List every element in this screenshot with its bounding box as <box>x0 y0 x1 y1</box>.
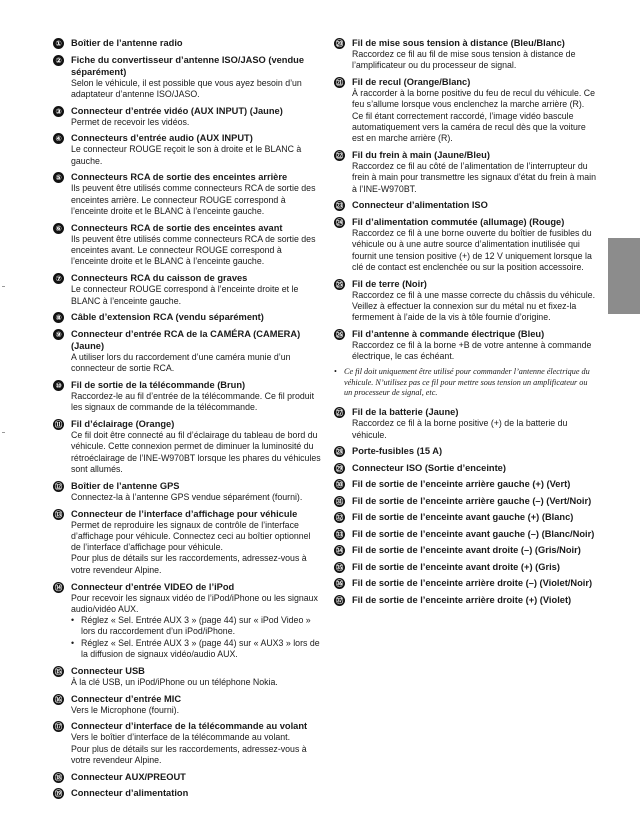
list-item <box>334 577 596 589</box>
item-content <box>71 508 321 576</box>
description-paragraph: A utiliser lors du raccordement d’une caméra munie d’un connecteur de sortie RCA. <box>71 351 291 374</box>
item-number-badge: ② <box>53 55 64 66</box>
item-title: Connecteur d’alimentation ISO <box>352 200 488 211</box>
list-item <box>53 171 321 217</box>
item-content <box>352 511 596 523</box>
list-item <box>334 37 596 72</box>
item-description <box>71 705 321 716</box>
list-item <box>334 199 596 211</box>
list-item <box>334 328 596 363</box>
description-paragraph: À raccorder à la borne positive du feu de recul du véhicule. Ce feu s’allume lorsque vous enclenchez la marche arrière (R). <box>352 88 596 110</box>
list-item <box>334 495 596 507</box>
margin-mark <box>2 432 5 433</box>
item-title: Fil de sortie de l’enceinte avant gauche (+) (Blanc) <box>352 512 574 523</box>
item-description <box>352 161 596 195</box>
item-title: Fiche du convertisseur d’antenne ISO/JASO (vendue séparément) <box>71 54 304 77</box>
description-paragraph: Le connecteur ROUGE correspond à l’enceinte droite et le BLANC à l’enceinte gauche. <box>71 284 299 306</box>
item-title: Câble d’extension RCA (vendu séparément) <box>71 312 264 323</box>
item-content <box>352 544 596 556</box>
list-item <box>334 511 596 523</box>
item-content <box>352 199 596 211</box>
description-paragraph: Raccordez ce fil à la borne +B de votre antenne à commande électrique, le cas échéant. <box>352 340 592 362</box>
item-number-badge: ㉞ <box>335 546 344 556</box>
item-title: Fil de sortie de l’enceinte arrière gauche (–) (Vert/Noir) <box>352 495 592 506</box>
item-title: Connecteurs RCA du caisson de graves <box>71 273 248 284</box>
description-paragraph: Permet de reproduire les signaux de contrôle de l’interface d’affichage pour véhicule. Connectez ceci au boîtier optionnel de l’interface d’affichage pour véhicule. <box>71 519 311 553</box>
list-item <box>334 406 596 441</box>
item-number-badge: ㊱ <box>335 579 344 589</box>
list-item <box>53 311 321 323</box>
description-paragraph: Le connecteur ROUGE reçoit le son à droite et le BLANC à gauche. <box>71 144 302 166</box>
list-item <box>53 132 321 167</box>
item-content <box>71 418 321 475</box>
item-title: Fil de sortie de l’enceinte arrière droite (–) (Violet/Noir) <box>352 578 593 589</box>
item-number-badge: ㉒ <box>335 151 344 161</box>
item-description <box>71 78 321 101</box>
item-description <box>352 49 596 72</box>
item-title: Connecteur d’entrée RCA de la CAMÉRA (CAMERA) (Jaune) <box>71 328 301 351</box>
list-item <box>53 508 321 576</box>
list-item <box>334 528 596 540</box>
item-number-badge: ⑰ <box>54 722 63 732</box>
description-paragraph: Raccordez ce fil à la borne positive (+) de la batterie du véhicule. <box>352 418 568 440</box>
item-title: Fil d’éclairage (Orange) <box>71 419 175 430</box>
description-paragraph: Raccordez ce fil au côté de l’alimentation de l’interrupteur du frein à main pour transmettre les signaux d’état du frein à main à l’INE-W970BT. <box>352 161 596 194</box>
item-content <box>71 105 321 128</box>
item-description <box>71 430 321 475</box>
description-paragraph: Raccordez ce fil à une borne ouverte du boîtier de fusibles du véhicule ou à une autre source d’alimentation inutilisée qui fournit une tension positive (+) de 12 V uniquement lorsque la clé de contact est enclenchée ou sur la position accessoire. <box>352 227 592 272</box>
item-description <box>71 732 321 766</box>
item-number-badge: ㉟ <box>335 562 344 572</box>
item-number-badge: ㊲ <box>335 595 344 605</box>
item-number-badge: ④ <box>53 133 64 144</box>
item-number-badge: ⑮ <box>54 666 63 676</box>
item-description <box>71 593 321 661</box>
item-description <box>71 284 321 307</box>
item-number-badge: ⑯ <box>54 694 63 704</box>
list-item <box>53 771 321 783</box>
item-content <box>71 272 321 307</box>
item-content <box>352 37 596 72</box>
list-item <box>53 480 321 503</box>
item-title: Porte-fusibles (15 A) <box>352 446 443 457</box>
item-title: Connecteurs RCA de sortie des enceintes arrière <box>71 172 288 183</box>
list-item <box>53 54 321 101</box>
item-description <box>71 144 321 167</box>
description-paragraph: Selon le véhicule, il est possible que vous ayez besoin d’un adaptateur d’antenne ISO/JASO. <box>71 77 302 99</box>
item-content <box>352 561 596 573</box>
item-number-badge: ⑲ <box>54 789 63 799</box>
item-content <box>71 222 321 268</box>
item-title: Connecteur de l’interface d’affichage pour véhicule <box>71 508 298 519</box>
item-content <box>352 577 596 589</box>
list-item <box>53 328 321 375</box>
item-title: Fil de recul (Orange/Blanc) <box>352 77 471 88</box>
item-content <box>352 149 596 195</box>
margin-mark <box>2 286 5 287</box>
item-content <box>71 771 321 783</box>
list-item <box>53 418 321 475</box>
right-column <box>334 37 596 610</box>
item-content <box>352 445 596 457</box>
item-content <box>352 462 596 474</box>
description-paragraph: Ils peuvent être utilisés comme connecteurs RCA de sortie des enceintes arrière. Le connecteur ROUGE correspond à l’enceinte droite et le BLANC à l’enceinte gauche. <box>71 183 316 217</box>
list-item <box>53 693 321 716</box>
note-text <box>334 367 596 398</box>
left-column <box>53 37 321 804</box>
item-title: Connecteurs RCA de sortie des enceintes avant <box>71 222 283 233</box>
item-title: Fil de la batterie (Jaune) <box>352 407 459 418</box>
item-content <box>71 480 321 503</box>
item-title: Connecteur d’entrée vidéo (AUX INPUT) (Jaune) <box>71 105 283 116</box>
item-content <box>352 278 596 324</box>
item-title: Fil de sortie de la télécommande (Brun) <box>71 379 246 390</box>
item-description <box>352 340 596 363</box>
item-number-badge: ㉘ <box>335 447 344 457</box>
list-item <box>53 720 321 766</box>
note-bullet: • <box>334 367 337 377</box>
item-title: Connecteur d’entrée MIC <box>71 693 182 704</box>
note-body: Ce fil doit uniquement être utilisé pour commander l’antenne électrique du véhicule. N’utilisez pas ce fil pour mettre sous tension un amplificateur ou un processeur de signal, etc. <box>344 367 590 397</box>
description-paragraph: Raccordez ce fil au fil de mise sous tension à distance de l’amplificateur ou du processeur de signal. <box>352 49 576 71</box>
description-paragraph: Raccordez ce fil à une masse correcte du châssis du véhicule. Veillez à effectuer la connexion sur du métal nu et fixez-la fermement à l’aide de la vis à tôle fournie d’origine. <box>352 289 596 323</box>
item-content <box>71 693 321 716</box>
item-number-badge: ㉕ <box>335 279 344 289</box>
item-number-badge: ⑪ <box>54 420 63 430</box>
description-paragraph: Vers le Microphone (fourni). <box>71 704 180 715</box>
description-paragraph: Ce fil étant correctement raccordé, l’image vidéo bascule automatiquement vers la caméra de recul dès que la voiture est en marche arrière (R). <box>352 110 586 144</box>
item-content <box>71 665 321 688</box>
item-content <box>352 495 596 507</box>
item-number-badge: ㉙ <box>335 463 344 473</box>
item-content <box>71 328 321 375</box>
bullet-item: • Réglez « Sel. Entrée AUX 3 » (page 44) sur « iPod Video » lors du raccordement d’un iPod/iPhone. <box>71 615 321 638</box>
item-number-badge: ⑨ <box>53 329 64 340</box>
item-number-badge: ⑬ <box>54 509 63 519</box>
item-title: Fil d’alimentation commutée (allumage) (Rouge) <box>352 216 565 227</box>
item-number-badge: ⑱ <box>54 772 63 782</box>
item-description <box>71 492 321 503</box>
description-paragraph: Raccordez-le au fil d’entrée de la télécommande. Ce fil produit les signaux de commande de la télécommande. <box>71 390 315 413</box>
description-paragraph: À la clé USB, un iPod/iPhone ou un téléphone Nokia. <box>71 676 278 687</box>
item-content <box>71 311 321 323</box>
list-item <box>53 581 321 661</box>
item-number-badge: ⑫ <box>54 481 63 491</box>
item-content <box>352 328 596 363</box>
item-description <box>71 391 321 414</box>
item-content <box>71 132 321 167</box>
description-paragraph: Ce fil doit être connecté au fil d’éclairage du tableau de bord du véhicule. Cette connexion permet de diminuer la luminosité du rétroéclairage de l’INE-W970BT lorsque les phares du véhicules sont allumés. <box>71 430 321 474</box>
list-item <box>334 544 596 556</box>
bullet-list <box>71 615 321 660</box>
list-item <box>53 37 321 49</box>
item-title: Fil de terre (Noir) <box>352 278 427 289</box>
item-title: Fil de sortie de l’enceinte avant droite (+) (Gris) <box>352 561 560 572</box>
item-content <box>71 720 321 766</box>
list-item <box>53 665 321 688</box>
item-number-badge: ㉜ <box>335 513 344 523</box>
list-item <box>334 76 596 144</box>
section-tab <box>608 238 640 314</box>
item-number-badge: ㉝ <box>335 529 344 539</box>
item-title: Boîtier de l’antenne GPS <box>71 480 180 491</box>
item-number-badge: ㉑ <box>335 78 344 88</box>
item-number-badge: ① <box>53 38 64 49</box>
item-description <box>71 117 321 128</box>
item-content <box>71 171 321 217</box>
description-paragraph: Permet de recevoir les vidéos. <box>71 116 190 127</box>
item-content <box>352 594 596 606</box>
item-description <box>71 234 321 268</box>
description-paragraph: Pour plus de détails sur les raccordements, adressez-vous à votre revendeur Alpine. <box>71 553 307 575</box>
description-paragraph: Connectez-la à l’antenne GPS vendue séparément (fourni). <box>71 491 303 502</box>
item-content <box>71 54 321 101</box>
item-number-badge: ⑦ <box>53 273 64 284</box>
item-title: Connecteur d’alimentation <box>71 788 189 799</box>
list-item <box>53 379 321 414</box>
list-item <box>334 462 596 474</box>
bullet-item: • Réglez « Sel. Entrée AUX 3 » (page 44) sur « AUX3 » lors de la diffusion de signaux vidéo/audio AUX. <box>71 638 321 661</box>
list-item <box>53 272 321 307</box>
item-title: Fil d’antenne à commande électrique (Bleu) <box>352 329 545 340</box>
item-description <box>71 677 321 688</box>
list-item <box>334 149 596 195</box>
item-description <box>352 228 596 273</box>
item-description <box>352 290 596 324</box>
item-number-badge: ㉔ <box>335 217 344 227</box>
list-item <box>334 445 596 457</box>
list-item <box>334 594 596 606</box>
item-title: Boîtier de l’antenne radio <box>71 38 183 48</box>
item-title: Fil de sortie de l’enceinte avant droite (–) (Gris/Noir) <box>352 545 581 556</box>
description-paragraph: Pour plus de détails sur les raccordements, adressez-vous à votre revendeur Alpine. <box>71 743 307 765</box>
item-content <box>71 787 321 799</box>
item-content <box>352 406 596 441</box>
list-item <box>53 105 321 128</box>
item-description <box>352 88 596 144</box>
item-title: Connecteur USB <box>71 665 145 676</box>
item-number-badge: ㉖ <box>335 330 344 340</box>
item-number-badge: ㉛ <box>335 496 344 506</box>
item-title: Fil du frein à main (Jaune/Bleu) <box>352 150 490 161</box>
item-content <box>352 478 596 490</box>
item-description <box>352 418 596 441</box>
item-title: Connecteur ISO (Sortie d’enceinte) <box>352 462 506 473</box>
description-paragraph: Ils peuvent être utilisés comme connecteurs RCA de sortie des enceintes avant. Le connecteur ROUGE correspond à l’enceinte droite et le BLANC à l’enceinte gauche. <box>71 233 316 267</box>
item-title: Fil de sortie de l’enceinte avant gauche (–) (Blanc/Noir) <box>352 528 595 539</box>
list-item <box>334 561 596 573</box>
item-content <box>352 528 596 540</box>
item-content <box>352 216 596 273</box>
item-content <box>71 37 321 49</box>
item-number-badge: ㉚ <box>335 480 344 490</box>
description-paragraph: Vers le boîtier d’interface de la télécommande au volant. <box>71 732 291 743</box>
item-number-badge: ⑳ <box>335 39 344 48</box>
item-description <box>71 520 321 576</box>
item-number-badge: ⑧ <box>53 312 64 323</box>
item-number-badge: ⑩ <box>53 380 64 391</box>
list-item <box>53 222 321 268</box>
item-title: Connecteur d’interface de la télécommande au volant <box>71 721 308 732</box>
list-item <box>334 478 596 490</box>
list-item <box>334 278 596 324</box>
item-number-badge: ㉗ <box>335 408 344 418</box>
item-title: Fil de mise sous tension à distance (Bleu/Blanc) <box>352 38 565 48</box>
item-title: Connecteur d’entrée VIDEO de l’iPod <box>71 581 235 592</box>
description-paragraph: Pour recevoir les signaux vidéo de l’iPod/iPhone ou les signaux audio/vidéo AUX. <box>71 592 318 614</box>
item-number-badge: ⑭ <box>54 582 63 592</box>
item-content <box>71 581 321 661</box>
item-number-badge: ⑥ <box>53 223 64 234</box>
item-number-badge: ㉓ <box>335 201 344 211</box>
item-title: Fil de sortie de l’enceinte arrière droite (+) (Violet) <box>352 594 572 605</box>
item-title: Connecteur AUX/PREOUT <box>71 771 186 782</box>
item-content <box>352 76 596 144</box>
item-number-badge: ③ <box>53 106 64 117</box>
item-description <box>71 183 321 217</box>
item-description <box>71 352 321 375</box>
item-number-badge: ⑤ <box>53 172 64 183</box>
item-title: Connecteurs d’entrée audio (AUX INPUT) <box>71 133 253 144</box>
item-title: Fil de sortie de l’enceinte arrière gauche (+) (Vert) <box>352 479 571 490</box>
list-item <box>53 787 321 799</box>
item-content <box>71 379 321 414</box>
list-item <box>334 216 596 273</box>
